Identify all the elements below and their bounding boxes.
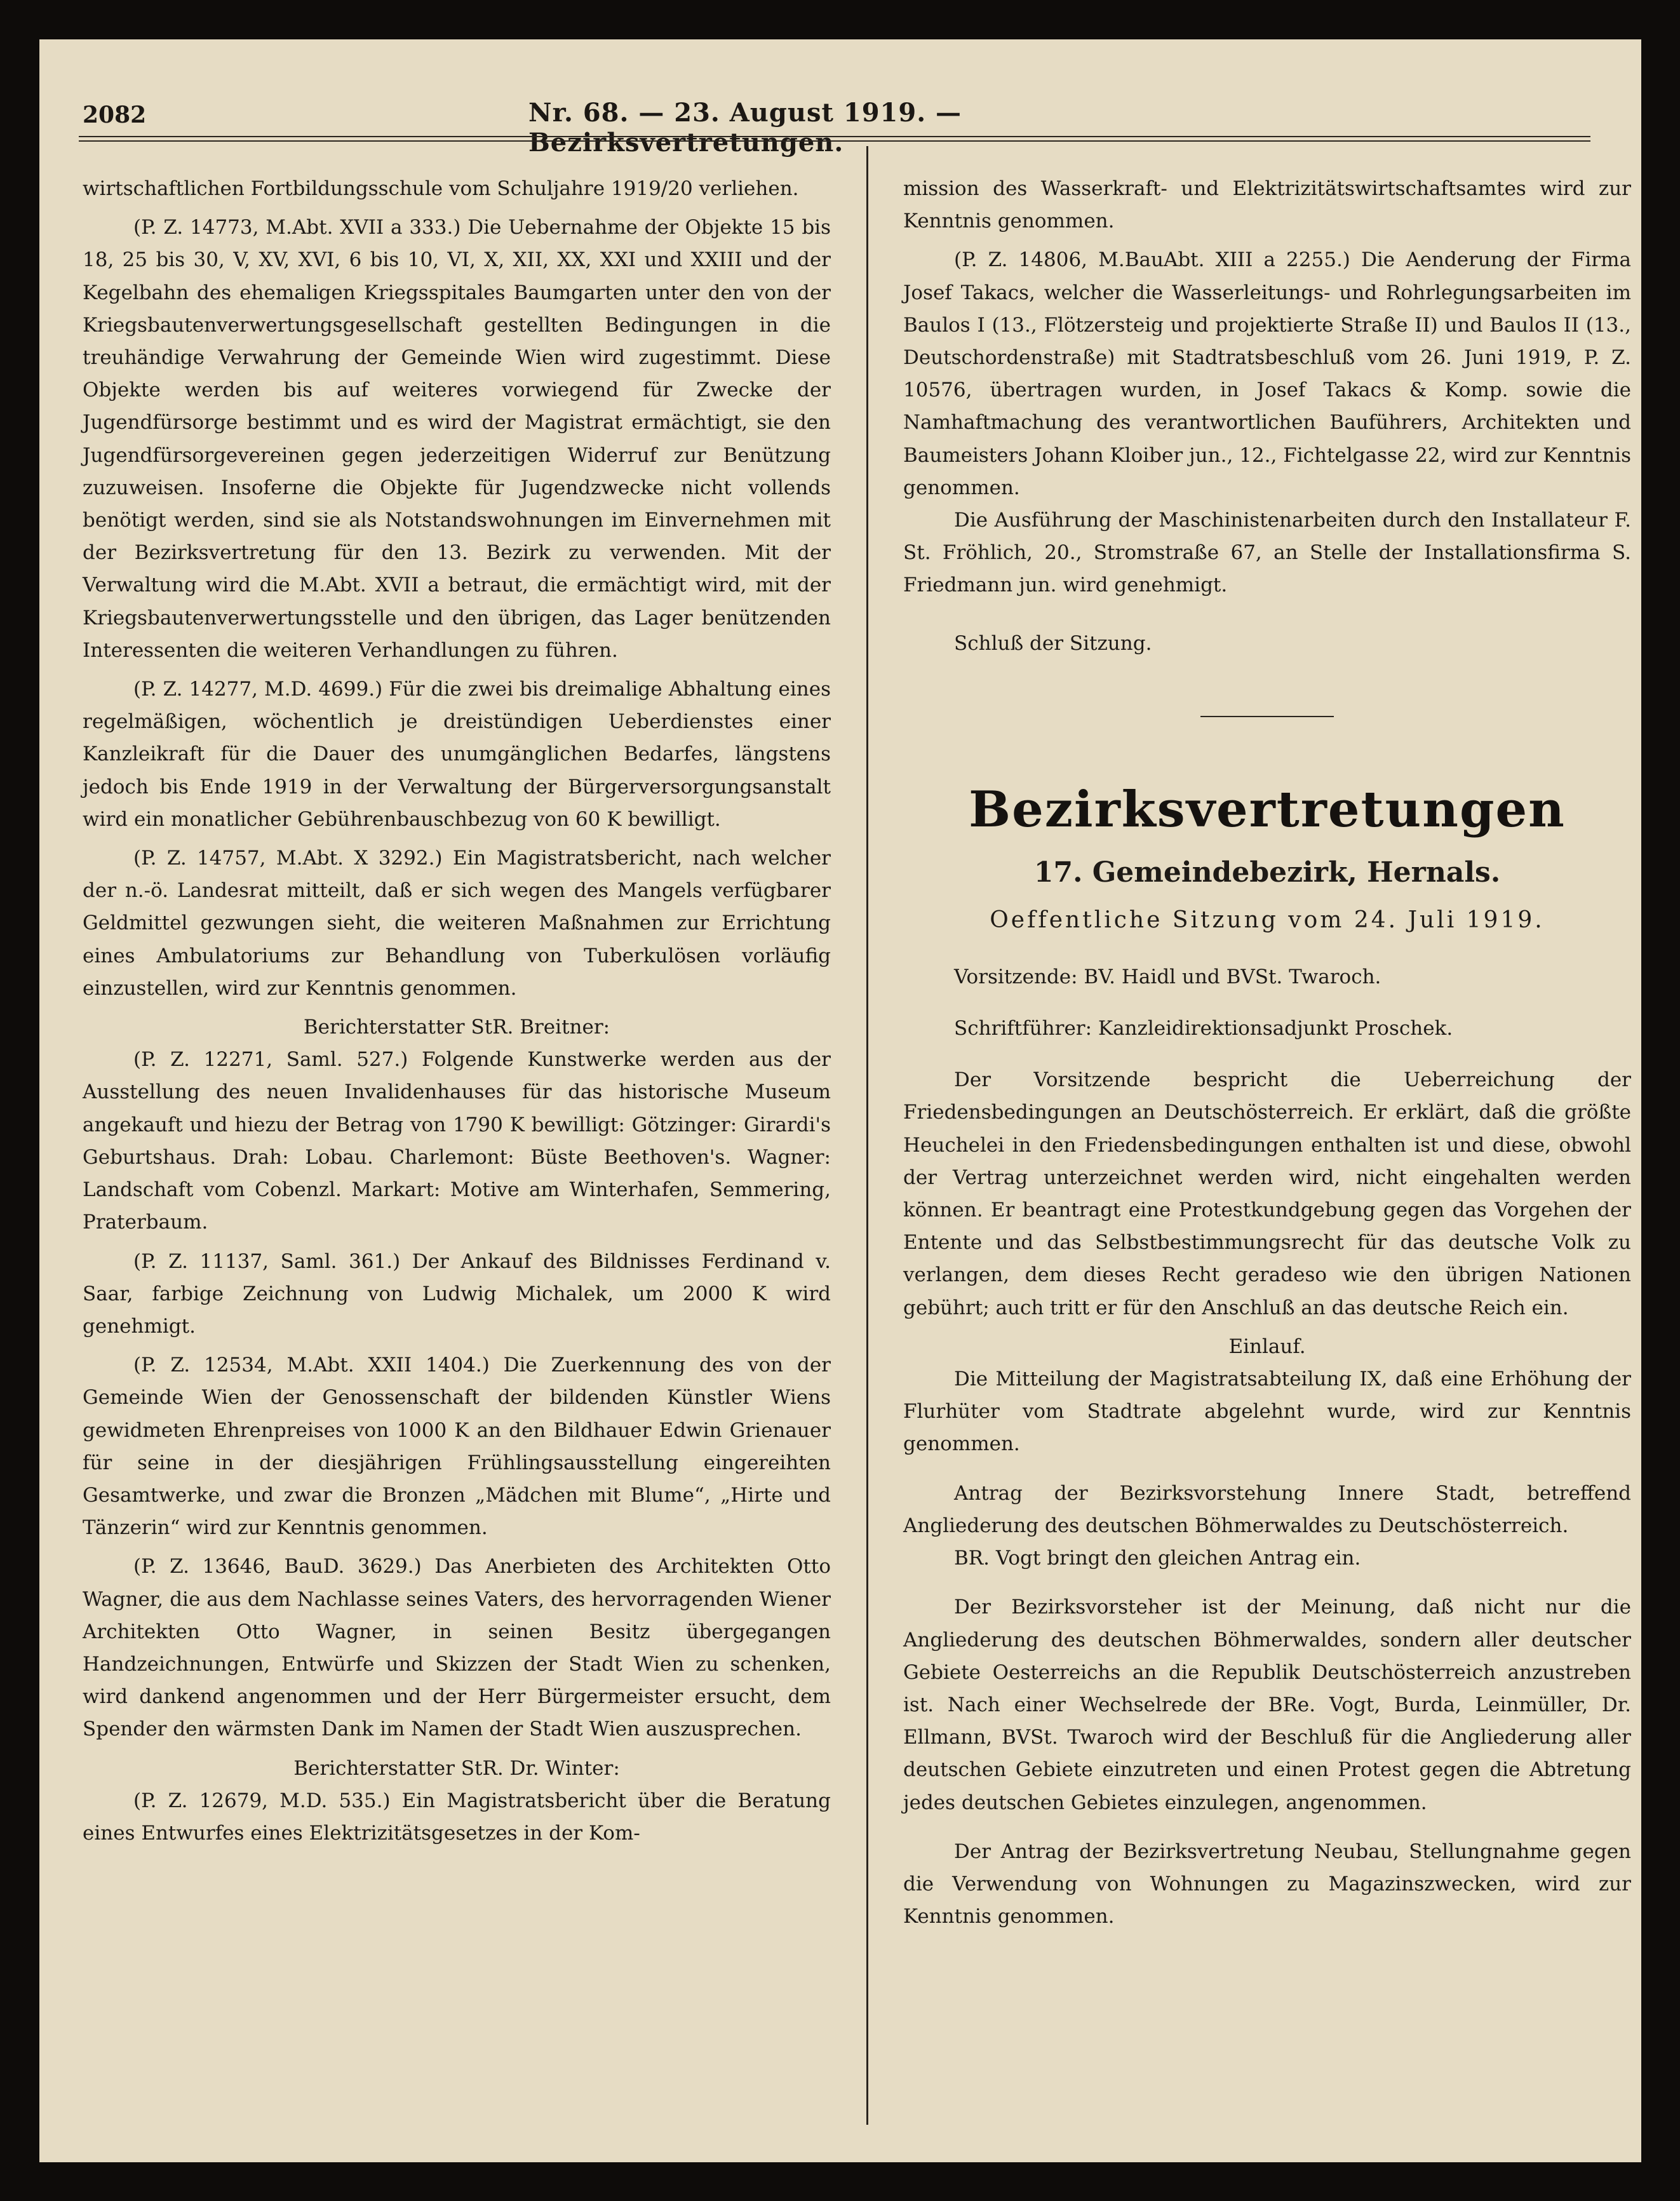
- section-separator: [1200, 716, 1334, 717]
- page-header: [39, 39, 1641, 158]
- paragraph: (P. Z. 12534, M.Abt. XXII 1404.) Die Zuerkennung des von der Gemeinde Wien der Genossenschaft der bildenden Künstler Wiens gewidmeten Ehrenpreises von 1000 K an den Bildhauer Edwin Grienauer für seine in der diesjährigen Frühlingsausstellung eingereihten Gesamtwerke, und zwar die Bronzen „Mädchen mit Blume“, „Hirte und Tänzerin“ wird zur Kenntnis genommen.: [83, 1354, 831, 1540]
- paragraph: wirtschaftlichen Fortbildungsschule vom Schuljahre 1919/20 verliehen.: [83, 177, 799, 200]
- district-heading: 17. Gemeindebezirk, Hernals.: [1033, 856, 1501, 889]
- newspaper-page: [39, 39, 1641, 2162]
- running-head: Nr. 68. — 23. August 1919. — Bezirksvertretungen.: [528, 98, 962, 158]
- paragraph: (P. Z. 12679, M.D. 535.) Ein Magistratsbericht über die Beratung eines Entwurfes eines Elektrizitätsgesetzes in der Kom-: [83, 1789, 831, 1845]
- paragraph: (P. Z. 14757, M.Abt. X 3292.) Ein Magistratsbericht, nach welcher der n.-ö. Landesrat mitteilt, daß er sich wegen des Mangels verfügbarer Geldmittel gezwungen sieht, die weiteren Maßnahmen zur Errichtung eines Ambulatoriums zur Behandlung von Tuberkulösen vorläufig einzustellen, wird zur Kenntnis genommen.: [83, 847, 831, 1000]
- paragraph: Die Ausführung der Maschinistenarbeiten durch den Installateur F. St. Fröhlich, 20., Stromstraße 67, an Stelle der Installationsfirma S. Friedmann jun. wird genehmigt.: [903, 509, 1631, 597]
- paragraph: BR. Vogt bringt den gleichen Antrag ein.: [954, 1547, 1361, 1570]
- paragraph: (P. Z. 11137, Saml. 361.) Der Ankauf des Bildnisses Ferdinand v. Saar, farbige Zeichnung von Ludwig Michalek, um 2000 K wird genehmigt.: [83, 1249, 831, 1338]
- paragraph: Antrag der Bezirksvorstehung Innere Stadt, betreffend Angliederung des deutschen Böhmerwaldes zu Deutschösterreich.: [903, 1481, 1631, 1537]
- reporter-heading: Berichterstatter StR. Breitner:: [303, 1016, 610, 1039]
- paragraph: Die Mitteilung der Magistratsabteilung IX, daß eine Erhöhung der Flurhüter vom Stadtrate abgelehnt wurde, wird zur Kenntnis genommen.: [903, 1368, 1631, 1456]
- paragraph: (P. Z. 14277, M.D. 4699.) Für die zwei bis dreimalige Abhaltung eines regelmäßigen, wöchentlich je dreistündigen Ueberdienstes einer Kanzleikraft für die Dauer des unumgänglichen Bedarfes, längstens jedoch bis Ende 1919 in der Verwaltung der Bürgerversorgungsanstalt wird ein monatlicher Gebührenbauschbezug von 60 K bewilligt.: [83, 678, 831, 831]
- session-closing: Schluß der Sitzung.: [954, 631, 1152, 655]
- reporter-heading: Berichterstatter StR. Dr. Winter:: [293, 1756, 620, 1780]
- paragraph: (P. Z. 13646, BauD. 3629.) Das Anerbieten des Architekten Otto Wagner, die aus dem Nachlasse seines Vaters, des hervorragenden Wiener Architekten Otto Wagner, in seinen Besitz übergegangen Handzeichnungen, Entwürfe und Skizzen der Stadt Wien zu schenken, wird dankend angenommen und der Herr Bürgermeister ersucht, dem Spender den wärmsten Dank im Namen der Stadt Wien auszusprechen.: [83, 1555, 831, 1741]
- chair-line: Vorsitzende: BV. Haidl und BVSt. Twaroch.: [954, 965, 1381, 988]
- einlauf-heading: Einlauf.: [1228, 1335, 1306, 1358]
- paragraph: mission des Wasserkraft- und Elektrizitätswirtschaftsamtes wird zur Kenntnis genommen.: [903, 177, 1631, 233]
- paragraph: Der Antrag der Bezirksvertretung Neubau, Stellungnahme gegen die Verwendung von Wohnungen zu Magazinszwecken, wird zur Kenntnis genommen.: [903, 1840, 1631, 1928]
- clerk-line: Schriftführer: Kanzleidirektionsadjunkt Proschek.: [954, 1017, 1453, 1040]
- left-column: [83, 173, 831, 1850]
- header-rule: [79, 136, 1590, 142]
- paragraph: (P. Z. 14806, M.BauAbt. XIII a 2255.) Die Aenderung der Firma Josef Takacs, welcher die Wasserleitungs- und Rohrlegungsarbeiten im Baulos I (13., Flötzersteig und projektierte Straße II) und Baulos II (13., Deutschordenstraße) mit Stadtratsbeschluß vom 26. Juni 1919, P. Z. 10576, übertragen wurden, in Josef Takacs & Komp. sowie die Namhaftmachung des verantwortlichen Bauführers, Architekten und Baumeisters Johann Kloiber jun., 12., Fichtelgasse 22, wird zur Kenntnis genommen.: [903, 248, 1631, 499]
- session-heading: Oeffentliche Sitzung vom 24. Juli 1919.: [990, 906, 1545, 933]
- paragraph: Der Bezirksvorsteher ist der Meinung, daß nicht nur die Angliederung des deutschen Böhmerwaldes, sondern aller deutscher Gebiete Oesterreichs an die Republik Deutschösterreich anzustreben ist. Nach einer Wechselrede der BRe. Vogt, Burda, Leinmüller, Dr. Ellmann, BVSt. Twaroch wird der Beschluß für die Angliederung aller deutschen Gebiete einzutreten und einen Protest gegen die Abtretung jedes deutschen Gebietes einzulegen, angenommen.: [903, 1596, 1631, 1814]
- paragraph: (P. Z. 14773, M.Abt. XVII a 333.) Die Uebernahme der Objekte 15 bis 18, 25 bis 30, V, XV, XVI, 6 bis 10, VI, X, XII, XX, XXI und XXIII und der Kegelbahn des ehemaligen Kriegsspitales Baumgarten unter den von der Kriegsbautenverwertungsgesellschaft gestellten Bedingungen in die treuhändige Verwahrung der Gemeinde Wien wird zugestimmt. Diese Objekte werden bis auf weiteres vorwiegend für Zwecke der Jugendfürsorge bestimmt und es wird der Magistrat ermächtigt, sie den Jugendfürsorgevereinen gegen jederzeitigen Widerruf zur Benützung zuzuweisen. Insoferne die Objekte für Jugendzwecke nicht vollends benötigt werden, sind sie als Notstandswohnungen im Einvernehmen mit der Bezirksvertretung für den 13. Bezirk zu verwenden. Mit der Verwaltung wird die M.Abt. XVII a betraut, die ermächtigt wird, mit der Kriegsbautenverwertungsstelle und den übrigen, das Lager benützenden Interessenten die weiteren Verhandlungen zu führen.: [83, 216, 831, 662]
- right-column: [903, 173, 1631, 1933]
- section-title: Bezirksvertretungen: [969, 780, 1566, 838]
- page-number: 2082: [83, 102, 147, 128]
- paragraph: (P. Z. 12271, Saml. 527.) Folgende Kunstwerke werden aus der Ausstellung des neuen Invalidenhauses für das historische Museum angekauft und hiezu der Betrag von 1790 K bewilligt: Götzinger: Girardi's Geburtshaus. Drah: Lobau. Charlemont: Büste Beethoven's. Wagner: Landschaft vom Cobenzl. Markart: Motive am Winterhafen, Semmering, Praterbaum.: [83, 1048, 831, 1234]
- paragraph: Der Vorsitzende bespricht die Ueberreichung der Friedensbedingungen an Deutschösterreich. Er erklärt, daß die größte Heuchelei in den Friedensbedingungen enthalten ist und diese, obwohl der Vertrag unterzeichnet werden wird, nicht eingehalten werden können. Er beantragt eine Protestkundgebung gegen das Vorgehen der Entente und das Selbstbestimmungsrecht für das deutsche Volk zu verlangen, dem dieses Recht geradeso wie den übrigen Nationen gebührt; auch tritt er für den Anschluß an das deutsche Reich ein.: [903, 1068, 1631, 1319]
- column-divider: [866, 146, 868, 2125]
